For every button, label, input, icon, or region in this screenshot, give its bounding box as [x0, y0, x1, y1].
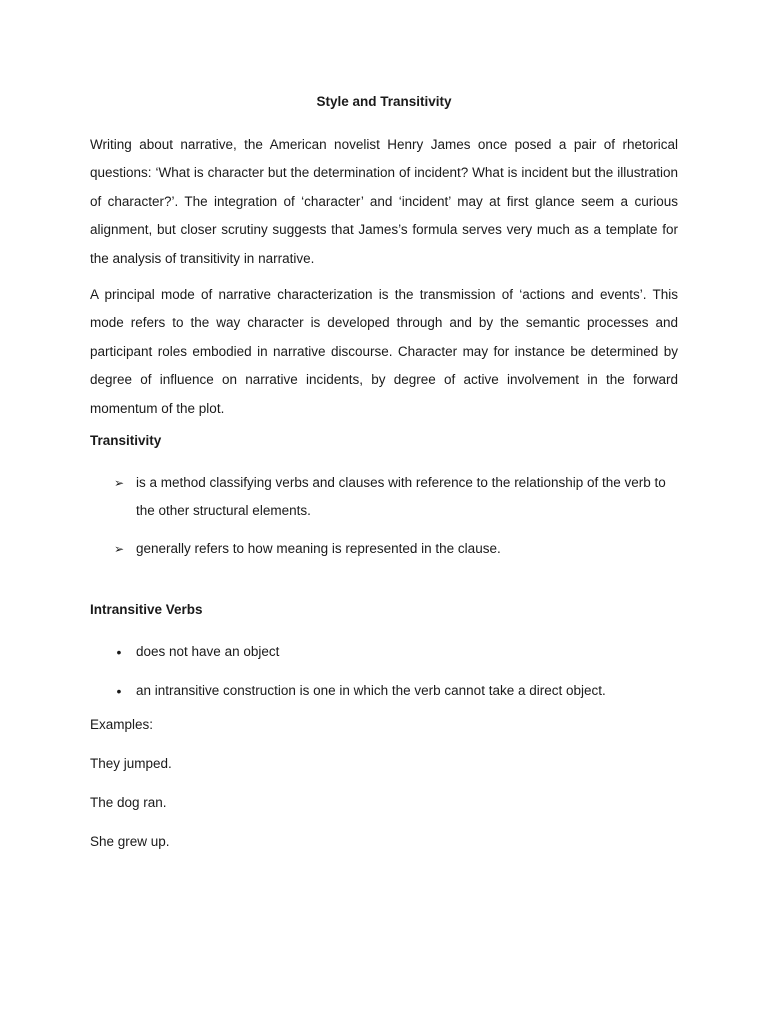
transitivity-list: [90, 469, 678, 563]
paragraph-intro: Writing about narrative, the American novelist Henry James once posed a pair of rhetorical questions: ‘What is character but the determination of incident? What is incident but the illustration of character?’. The integration of ‘character’ and ‘incident’ may at first glance seem a curious alignment, but closer scrutiny suggests that James’s formula serves very much as a template for the analysis of transitivity in narrative.: [90, 137, 678, 266]
list-item-text: is a method classifying verbs and clauses with reference to the relationship of the verb to the other structural elements.: [136, 475, 666, 519]
arrow-bullet-icon: ➢: [113, 476, 125, 491]
list-item: [90, 677, 678, 705]
dot-bullet-icon: •: [116, 682, 122, 699]
list-item-text: does not have an object: [136, 644, 280, 660]
list-item: [90, 638, 678, 666]
document-body: [90, 92, 678, 871]
example-line: She grew up.: [90, 834, 170, 850]
list-item-text: an intransitive construction is one in which the verb cannot take a direct object.: [136, 682, 606, 698]
list-item-text: generally refers to how meaning is represented in the clause.: [136, 540, 501, 556]
paragraph-characterization: A principal mode of narrative characterization is the transmission of ‘actions and events’. This mode refers to the way character is developed through and by the semantic processes and participant roles embodied in narrative discourse. Character may for instance be determined by degree of influence on narrative incidents, by degree of active involvement in the forward momentum of the plot.: [90, 287, 678, 416]
section-gap: [90, 572, 678, 600]
example-line: The dog ran.: [90, 795, 167, 811]
list-item: [90, 469, 678, 526]
arrow-bullet-icon: ➢: [113, 541, 125, 556]
dot-bullet-icon: •: [116, 644, 122, 661]
example-line: They jumped.: [90, 756, 172, 772]
document-title: Style and Transitivity: [316, 94, 452, 109]
intransitive-list: [90, 638, 678, 705]
heading-transitivity: Transitivity: [90, 433, 162, 449]
heading-intransitive-verbs: Intransitive Verbs: [90, 602, 203, 618]
examples-label: Examples:: [90, 717, 154, 733]
list-item: [90, 535, 678, 563]
